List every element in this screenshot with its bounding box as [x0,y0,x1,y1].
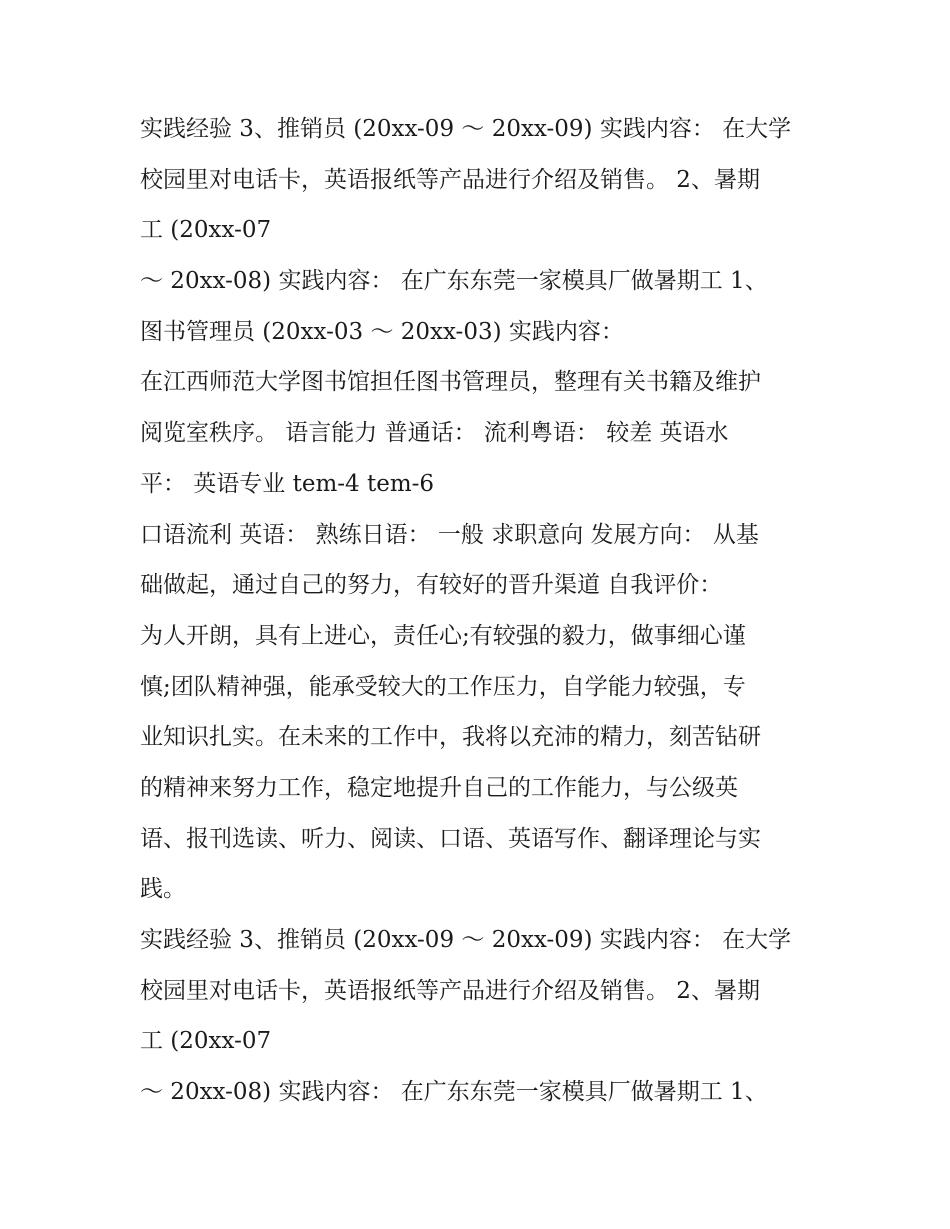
text-line: 慎;团队精神强，能承受较大的工作压力，自学能力较强，专 [140,673,746,700]
text-line: 阅览室秩序。 语言能力 普通话： 流利粤语： 较差 英语水 [140,420,729,447]
text-line: ～ 20xx-08) 实践内容： 在广东东莞一家模具厂做暑期工 1、 [140,1079,768,1106]
text-line: 平： 英语专业 tem-4 tem-6 [140,470,435,497]
text-line: ～ 20xx-08) 实践内容： 在广东东莞一家模具厂做暑期工 1、 [140,268,768,295]
text-line: 业知识扎实。在未来的工作中，我将以充沛的精力，刻苦钻研 [140,724,761,751]
text-line: 工 (20xx-07 [140,217,272,244]
text-line: 践。 [140,876,186,903]
text-line: 语、报刊选读、听力、阅读、口语、英语写作、翻译理论与实 [140,825,761,852]
text-line: 口语流利 英语： 熟练日语： 一般 求职意向 发展方向： 从基 [140,521,759,548]
text-line: 工 (20xx-07 [140,1028,272,1055]
document-body [140,104,830,1118]
text-line: 的精神来努力工作，稳定地提升自己的工作能力，与公级英 [140,774,738,801]
text-line: 为人开朗，具有上进心，责任心;有较强的毅力，做事细心谨 [140,622,746,649]
text-line: 图书管理员 (20xx-03 ～ 20xx-03) 实践内容： [140,318,624,345]
text-line: 在江西师范大学图书馆担任图书管理员，整理有关书籍及维护 [140,369,761,396]
text-line: 校园里对电话卡，英语报纸等产品进行介绍及销售。 2、暑期 [140,977,760,1004]
text-line: 础做起，通过自己的努力，有较好的晋升渠道 自我评价： [140,572,723,599]
text-line: 实践经验 3、推销员 (20xx-09 ～ 20xx-09) 实践内容： 在大学 [140,927,792,953]
text-line: 实践经验 3、推销员 (20xx-09 ～ 20xx-09) 实践内容： 在大学 [140,116,792,142]
text-line: 校园里对电话卡，英语报纸等产品进行介绍及销售。 2、暑期 [140,166,760,193]
